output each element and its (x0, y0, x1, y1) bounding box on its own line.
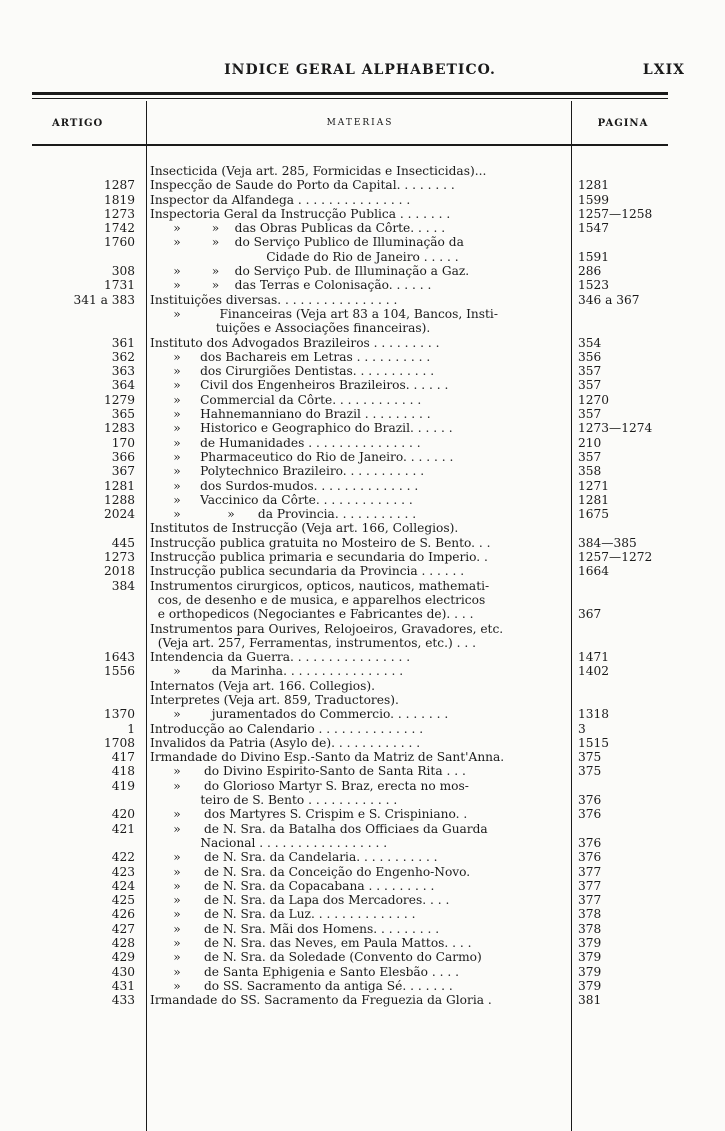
artigo-cell: 1281 (103, 478, 135, 493)
artigo-cell: 367 (111, 464, 135, 479)
pagina-cell: 1547 (578, 221, 610, 236)
artigo-cell: 418 (111, 764, 135, 779)
page-header (0, 62, 725, 84)
table-row (0, 579, 725, 593)
table-row (0, 779, 725, 793)
materia-cell: » de N. Sra. das Neves, em Paula Mattos. . . . (150, 936, 472, 951)
materia-cell: teiro de S. Bento . . . . . . . . . . . . (150, 793, 398, 808)
pagina-cell: 378 (578, 921, 602, 936)
header-rule-thin (32, 98, 668, 99)
page-title: INDICE GERAL ALPHABETICO. (224, 62, 496, 78)
materia-cell: » » das Obras Publicas da Côrte. . . . . (150, 221, 446, 236)
materia-cell: Instituto dos Advogados Brazileiros . . . . . . . . . (150, 335, 440, 350)
table-row (0, 807, 725, 821)
pagina-cell: 358 (578, 464, 602, 479)
pagina-cell: 1318 (578, 707, 610, 722)
table-row (0, 822, 725, 836)
materia-cell: » Civil dos Engenheiros Brazileiros. . . . . . (150, 378, 449, 393)
column-header-materias: MATERIAS (326, 118, 394, 128)
materia-cell: » de Santa Ephigenia e Santo Elesbão . . . . (150, 964, 460, 979)
table-row (0, 707, 725, 721)
artigo-cell: 170 (111, 435, 135, 450)
materia-cell: Inspectoria Geral da Instrucção Publica . . . . . . . (150, 206, 451, 221)
materia-cell: » dos Bachareis em Letras . . . . . . . . . . (150, 349, 431, 364)
artigo-cell: 1731 (103, 278, 135, 293)
artigo-cell: 2018 (103, 564, 135, 579)
materia-cell: » Pharmaceutico do Rio de Janeiro. . . . . . . (150, 449, 454, 464)
table-row (0, 178, 725, 192)
table-row (0, 193, 725, 207)
column-header-rule (32, 144, 668, 146)
table-row (0, 750, 725, 764)
materia-cell: » dos Surdos-mudos. . . . . . . . . . . . . . (150, 478, 419, 493)
materia-cell: » de N. Sra. da Copacabana . . . . . . . . . (150, 878, 435, 893)
pagina-cell: 1281 (578, 178, 610, 193)
materia-cell: » dos Cirurgiões Dentistas. . . . . . . . . . . (150, 364, 435, 379)
table-row (0, 622, 725, 636)
artigo-cell: 428 (111, 936, 135, 951)
materia-cell: Instrucção publica secundaria da Provincia . . . . . . (150, 564, 465, 579)
table-row (0, 378, 725, 392)
artigo-cell: 1370 (103, 707, 135, 722)
artigo-cell: 362 (111, 349, 135, 364)
materia-cell: (Veja art. 257, Ferramentas, instrumentos, etc.) . . . (150, 635, 477, 650)
pagina-cell: 357 (578, 378, 602, 393)
table-row (0, 679, 725, 693)
artigo-cell: 429 (111, 950, 135, 965)
table-row (0, 722, 725, 736)
materia-cell: » » do Serviço Pub. de Illuminação a Gaz. (150, 264, 470, 279)
table-row (0, 336, 725, 350)
table-row (0, 536, 725, 550)
pagina-cell: 1270 (578, 392, 610, 407)
materia-cell: Instrumentos cirurgicos, opticos, nauticos, mathemati- (150, 578, 490, 593)
pagina-cell: 379 (578, 936, 602, 951)
table-row (0, 879, 725, 893)
artigo-cell: 422 (111, 850, 135, 865)
artigo-cell: 419 (111, 778, 135, 793)
artigo-cell: 423 (111, 864, 135, 879)
table-row (0, 464, 725, 478)
table-row (0, 507, 725, 521)
artigo-cell: 427 (111, 921, 135, 936)
artigo-cell: 445 (111, 535, 135, 550)
table-row (0, 550, 725, 564)
header-rule-thick (32, 92, 668, 95)
pagina-cell: 379 (578, 964, 602, 979)
artigo-cell: 384 (111, 578, 135, 593)
pagina-cell: 381 (578, 993, 602, 1008)
materia-cell: Invalidos da Patria (Asylo de). . . . . . . . . . . . (150, 735, 421, 750)
table-row (0, 922, 725, 936)
materia-cell: Instrucção publica gratuita no Mosteiro de S. Bento. . . (150, 535, 491, 550)
table-row (0, 350, 725, 364)
materia-cell: Intendencia da Guerra. . . . . . . . . . . . . . . . (150, 650, 411, 665)
pagina-cell: 356 (578, 349, 602, 364)
artigo-cell: 1708 (103, 735, 135, 750)
materia-cell: » do SS. Sacramento da antiga Sé. . . . . . . (150, 978, 453, 993)
materia-cell: Irmandade do Divino Esp.-Santo da Matriz de Sant'Anna. (150, 750, 505, 765)
materia-cell: e orthopedicos (Negociantes e Fabricantes de). . . . (150, 607, 474, 622)
table-row (0, 278, 725, 292)
artigo-cell: 366 (111, 449, 135, 464)
pagina-cell: 286 (578, 264, 602, 279)
table-row (0, 421, 725, 435)
artigo-cell: 1 (127, 721, 135, 736)
pagina-cell: 1273—1274 (578, 421, 653, 436)
materia-cell: » de N. Sra. da Soledade (Convento do Carmo) (150, 950, 482, 965)
pagina-cell: 357 (578, 364, 602, 379)
page-number: LXIX (642, 62, 685, 78)
artigo-cell: 308 (111, 264, 135, 279)
pagina-cell: 376 (578, 850, 602, 865)
artigo-cell: 430 (111, 964, 135, 979)
table-row (0, 235, 725, 249)
materia-cell: » de N. Sra. da Batalha dos Officiaes da Guarda (150, 821, 488, 836)
materia-cell: » de Humanidades . . . . . . . . . . . . . . . (150, 435, 421, 450)
table-row (0, 307, 725, 321)
pagina-cell: 377 (578, 864, 602, 879)
table-row (0, 636, 725, 650)
pagina-cell: 1515 (578, 735, 610, 750)
materia-cell: » de N. Sra. da Luz. . . . . . . . . . . . . . (150, 907, 416, 922)
artigo-cell: 1819 (103, 192, 135, 207)
artigo-cell: 424 (111, 878, 135, 893)
column-header-pagina: PAGINA (597, 118, 649, 129)
pagina-cell: 378 (578, 907, 602, 922)
pagina-cell: 1664 (578, 564, 610, 579)
artigo-cell: 341 a 383 (73, 292, 135, 307)
artigo-cell: 1279 (103, 392, 135, 407)
table-row (0, 450, 725, 464)
table-row (0, 650, 725, 664)
table-row (0, 521, 725, 535)
table-row (0, 264, 725, 278)
artigo-cell: 363 (111, 364, 135, 379)
materia-cell: » de N. Sra. da Conceição do Engenho-Novo. (150, 864, 471, 879)
pagina-cell: 1591 (578, 249, 610, 264)
table-row (0, 736, 725, 750)
materia-cell: » Hahnemanniano do Brazil . . . . . . . . . (150, 407, 431, 422)
materia-cell: » juramentados do Commercio. . . . . . . . (150, 707, 449, 722)
pagina-cell: 3 (578, 721, 586, 736)
table-row (0, 993, 725, 1007)
table-row (0, 850, 725, 864)
materia-cell: Instrucção publica primaria e secundaria do Imperio. . (150, 550, 488, 565)
materia-cell: » Polytechnico Brazileiro. . . . . . . . . . . (150, 464, 425, 479)
artigo-cell: 433 (111, 993, 135, 1008)
materia-cell: tuições e Associações financeiras). (150, 321, 431, 336)
table-row (0, 164, 725, 178)
materia-cell: Instrumentos para Ourives, Relojoeiros, Gravadores, etc. (150, 621, 504, 636)
table-row (0, 793, 725, 807)
table-row (0, 607, 725, 621)
table-row (0, 564, 725, 578)
artigo-cell: 364 (111, 378, 135, 393)
table-row (0, 979, 725, 993)
pagina-cell: 1271 (578, 478, 610, 493)
table-row (0, 207, 725, 221)
pagina-cell: 346 a 367 (578, 292, 640, 307)
materia-cell: » do Glorioso Martyr S. Braz, erecta no mos- (150, 778, 469, 793)
table-row (0, 293, 725, 307)
pagina-cell: 379 (578, 950, 602, 965)
artigo-cell: 1287 (103, 178, 135, 193)
materia-cell: Irmandade do SS. Sacramento da Freguezia da Gloria . (150, 993, 492, 1008)
artigo-cell: 1273 (103, 550, 135, 565)
artigo-cell: 425 (111, 893, 135, 908)
table-row (0, 364, 725, 378)
table-row (0, 893, 725, 907)
table-row (0, 965, 725, 979)
table-row (0, 907, 725, 921)
artigo-cell: 431 (111, 978, 135, 993)
pagina-cell: 375 (578, 750, 602, 765)
materia-cell: Institutos de Instrucção (Veja art. 166, Collegios). (150, 521, 459, 536)
artigo-cell: 1273 (103, 206, 135, 221)
pagina-cell: 1523 (578, 278, 610, 293)
table-row (0, 836, 725, 850)
table-row (0, 764, 725, 778)
table-row (0, 865, 725, 879)
materia-cell: Nacional . . . . . . . . . . . . . . . . . (150, 835, 388, 850)
table-row (0, 493, 725, 507)
artigo-cell: 420 (111, 807, 135, 822)
artigo-cell: 1760 (103, 235, 135, 250)
materia-cell: » dos Martyres S. Crispim e S. Crispiniano. . (150, 807, 468, 822)
artigo-cell: 1742 (103, 221, 135, 236)
materia-cell: » de N. Sra. da Candelaria. . . . . . . . . . . (150, 850, 438, 865)
pagina-cell: 376 (578, 793, 602, 808)
pagina-cell: 210 (578, 435, 602, 450)
artigo-cell: 1643 (103, 650, 135, 665)
pagina-cell: 354 (578, 335, 602, 350)
table-row (0, 693, 725, 707)
table-row (0, 407, 725, 421)
materia-cell: Cidade do Rio de Janeiro . . . . . (150, 249, 459, 264)
pagina-cell: 379 (578, 978, 602, 993)
table-row (0, 436, 725, 450)
artigo-cell: 365 (111, 407, 135, 422)
pagina-cell: 377 (578, 893, 602, 908)
artigo-cell: 417 (111, 750, 135, 765)
materia-cell: Interpretes (Veja art. 859, Traductores). (150, 692, 399, 707)
materia-cell: » da Marinha. . . . . . . . . . . . . . . . (150, 664, 404, 679)
table-row (0, 321, 725, 335)
column-header-artigo: ARTIGO (52, 118, 104, 129)
table-row (0, 950, 725, 964)
artigo-cell: 421 (111, 821, 135, 836)
materia-cell: » de N. Sra. Mãi dos Homens. . . . . . . . . (150, 921, 440, 936)
pagina-cell: 1281 (578, 492, 610, 507)
pagina-cell: 384—385 (578, 535, 637, 550)
materia-cell: cos, de desenho e de musica, e apparelhos electricos (150, 592, 486, 607)
materia-cell: » do Divino Espirito-Santo de Santa Rita . . . (150, 764, 466, 779)
artigo-cell: 2024 (103, 507, 135, 522)
pagina-cell: 1257—1258 (578, 206, 653, 221)
materia-cell: Inspecção de Saude do Porto da Capital. . . . . . . . (150, 178, 455, 193)
materia-cell: » Vaccinico da Côrte. . . . . . . . . . . . . (150, 492, 413, 507)
pagina-cell: 357 (578, 407, 602, 422)
pagina-cell: 1402 (578, 664, 610, 679)
materia-cell: Insecticida (Veja art. 285, Formicidas e Insecticidas)... (150, 164, 487, 178)
artigo-cell: 1288 (103, 492, 135, 507)
artigo-cell: 1283 (103, 421, 135, 436)
artigo-cell: 426 (111, 907, 135, 922)
pagina-cell: 367 (578, 607, 602, 622)
materia-cell: » » das Terras e Colonisação. . . . . . (150, 278, 432, 293)
materia-cell: » Historico e Geographico do Brazil. . . . . . (150, 421, 453, 436)
pagina-cell: 1675 (578, 507, 610, 522)
pagina-cell: 376 (578, 807, 602, 822)
materia-cell: Instituições diversas. . . . . . . . . . . . . . . . (150, 292, 398, 307)
table-row (0, 479, 725, 493)
artigo-cell: 361 (111, 335, 135, 350)
pagina-cell: 1471 (578, 650, 610, 665)
pagina-cell: 1257—1272 (578, 550, 653, 565)
materia-cell: » de N. Sra. da Lapa dos Mercadores. . . . (150, 893, 450, 908)
materia-cell: Internatos (Veja art. 166. Collegios). (150, 678, 375, 693)
materia-cell: Inspector da Alfandega . . . . . . . . . . . . . . . (150, 192, 411, 207)
materia-cell: Introducção ao Calendario . . . . . . . . . . . . . . (150, 721, 424, 736)
table-row (0, 593, 725, 607)
table-row (0, 221, 725, 235)
artigo-cell: 1556 (103, 664, 135, 679)
index-table (0, 164, 725, 1008)
pagina-cell: 1599 (578, 192, 610, 207)
table-row (0, 936, 725, 950)
materia-cell: » Financeiras (Veja art 83 a 104, Bancos, Insti- (150, 306, 498, 321)
pagina-cell: 376 (578, 835, 602, 850)
pagina-cell: 357 (578, 449, 602, 464)
table-row (0, 393, 725, 407)
table-row (0, 250, 725, 264)
pagina-cell: 377 (578, 878, 602, 893)
materia-cell: » » do Serviço Publico de Illuminação da (150, 235, 464, 250)
table-row (0, 664, 725, 678)
materia-cell: » Commercial da Côrte. . . . . . . . . . . . (150, 392, 422, 407)
pagina-cell: 375 (578, 764, 602, 779)
materia-cell: » » da Provincia. . . . . . . . . . . (150, 507, 417, 522)
